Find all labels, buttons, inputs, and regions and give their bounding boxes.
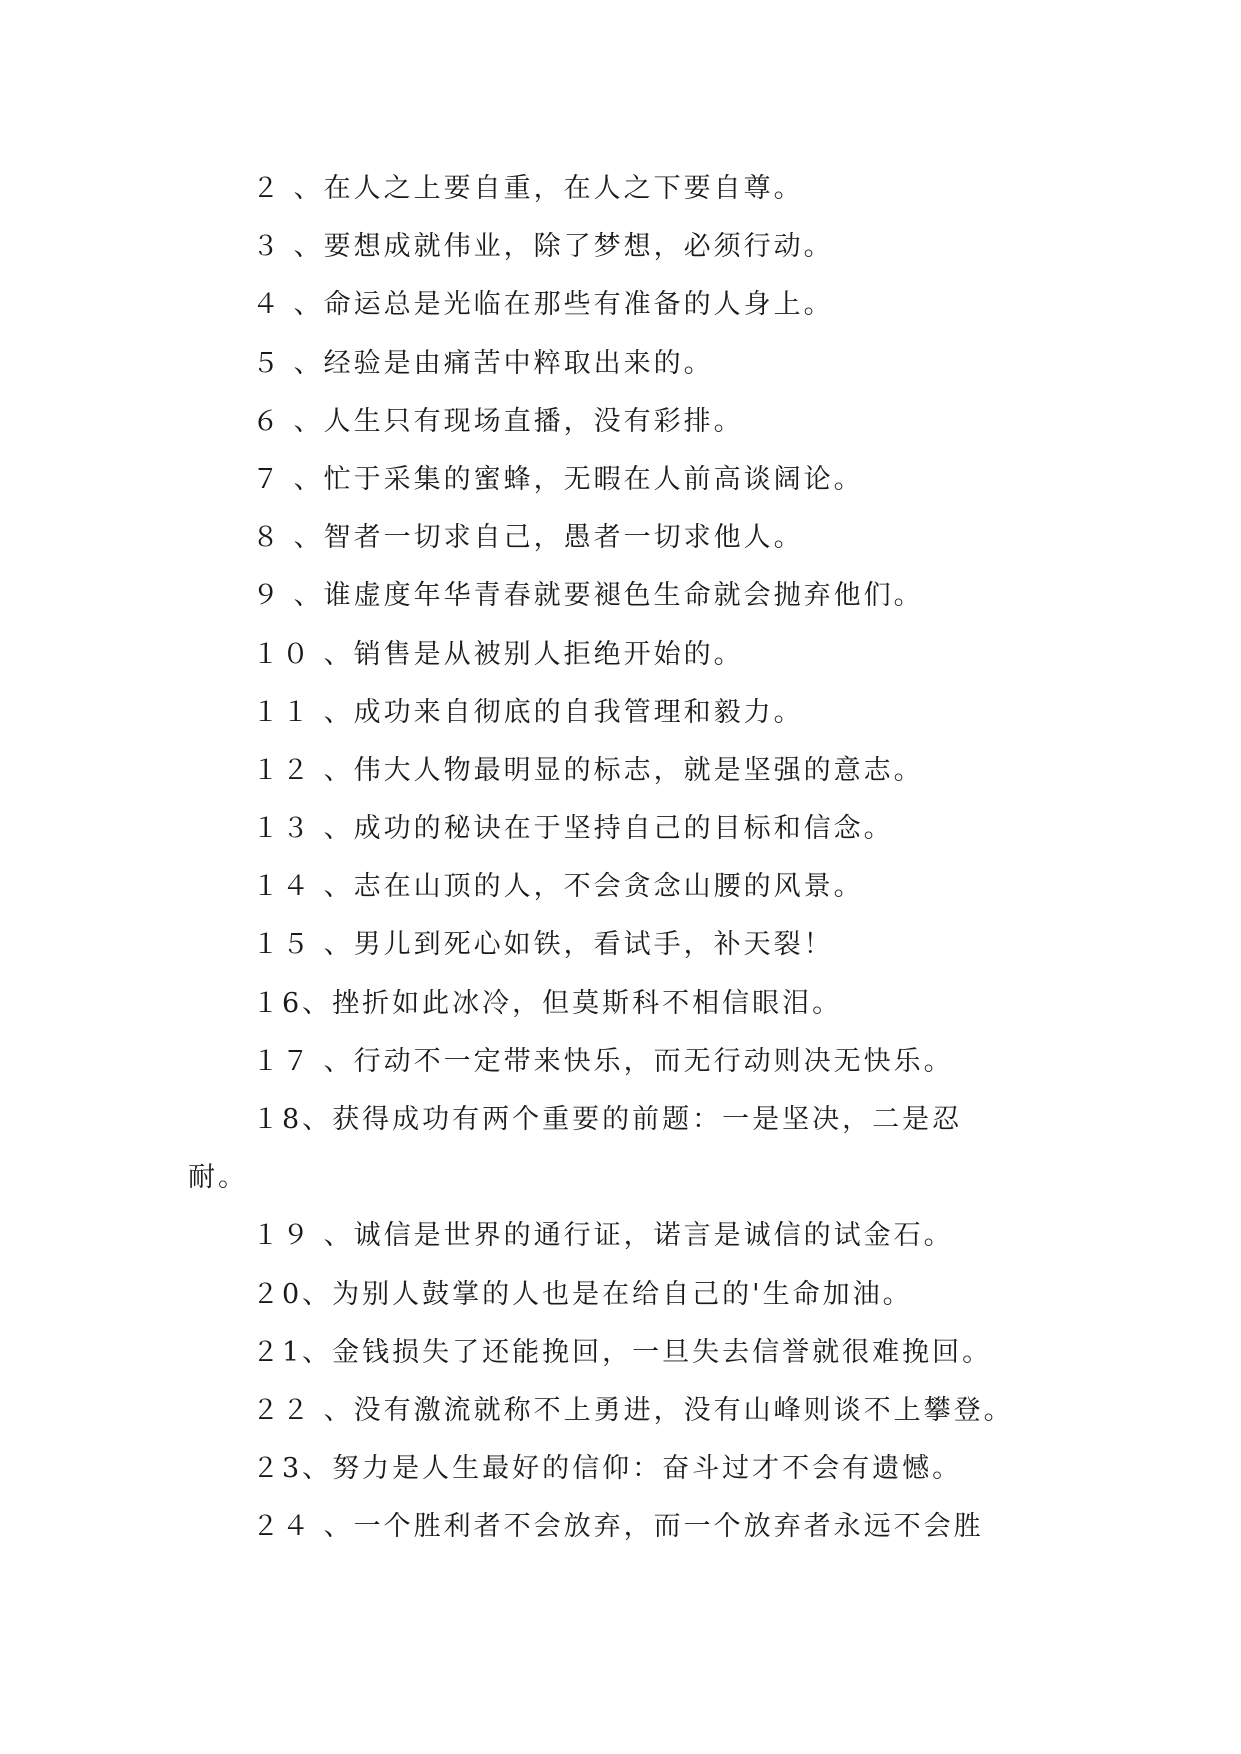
quote-line: ３ 、要想成就伟业，除了梦想，必须行动。 — [252, 231, 834, 263]
quote-line: ４ 、命运总是光临在那些有准备的人身上。 — [252, 289, 834, 321]
quote-line: ８ 、智者一切求自己，愚者一切求他人。 — [252, 522, 804, 554]
quote-line: １３ 、成功的秘诀在于坚持自己的目标和信念。 — [252, 813, 894, 845]
quote-line: ２3、努力是人生最好的信仰：奋斗过才不会有遗憾。 — [252, 1453, 963, 1485]
quote-line: ２1、金钱损失了还能挽回，一旦失去信誉就很难挽回。 — [252, 1336, 993, 1368]
quote-line: １７ 、行动不一定带来快乐，而无行动则决无快乐。 — [252, 1045, 954, 1077]
quote-line: ７ 、忙于采集的蜜蜂，无暇在人前高谈阔论。 — [252, 463, 864, 495]
quote-line: ２２ 、没有激流就称不上勇进，没有山峰则谈不上攀登。 — [252, 1394, 1014, 1426]
quote-line: １8、获得成功有两个重要的前题：一是坚决，二是忍 — [252, 1104, 963, 1135]
quote-line: １6、挫折如此冰冷，但莫斯科不相信眼泪。 — [252, 987, 843, 1019]
quote-line: ６ 、人生只有现场直播，没有彩排。 — [252, 405, 744, 437]
quote-line: １１ 、成功来自彻底的自我管理和毅力。 — [252, 696, 804, 728]
quote-list — [188, 160, 1068, 1557]
quote-line-continuation: 耐。 — [188, 1162, 248, 1194]
quote-line: ５ 、经验是由痛苦中粹取出来的。 — [252, 347, 714, 379]
quote-line: １０ 、销售是从被别人拒绝开始的。 — [252, 638, 744, 670]
quote-line: ２ 、在人之上要自重，在人之下要自尊。 — [252, 173, 804, 204]
quote-line: １５ 、男儿到死心如铁，看试手，补天裂！ — [252, 929, 834, 961]
quote-line: １４ 、志在山顶的人，不会贪念山腰的风景。 — [252, 871, 864, 903]
quote-line: ２0、为别人鼓掌的人也是在给自己的'生命加油。 — [252, 1278, 913, 1310]
quote-line: ９ 、谁虚度年华青春就要褪色生命就会抛弃他们。 — [252, 580, 924, 612]
quote-line: ２４ 、一个胜利者不会放弃，而一个放弃者永远不会胜 — [252, 1511, 984, 1543]
quote-line: １９ 、诚信是世界的通行证，诺言是诚信的试金石。 — [252, 1220, 954, 1252]
quote-line: １２ 、伟大人物最明显的标志，就是坚强的意志。 — [252, 754, 924, 786]
